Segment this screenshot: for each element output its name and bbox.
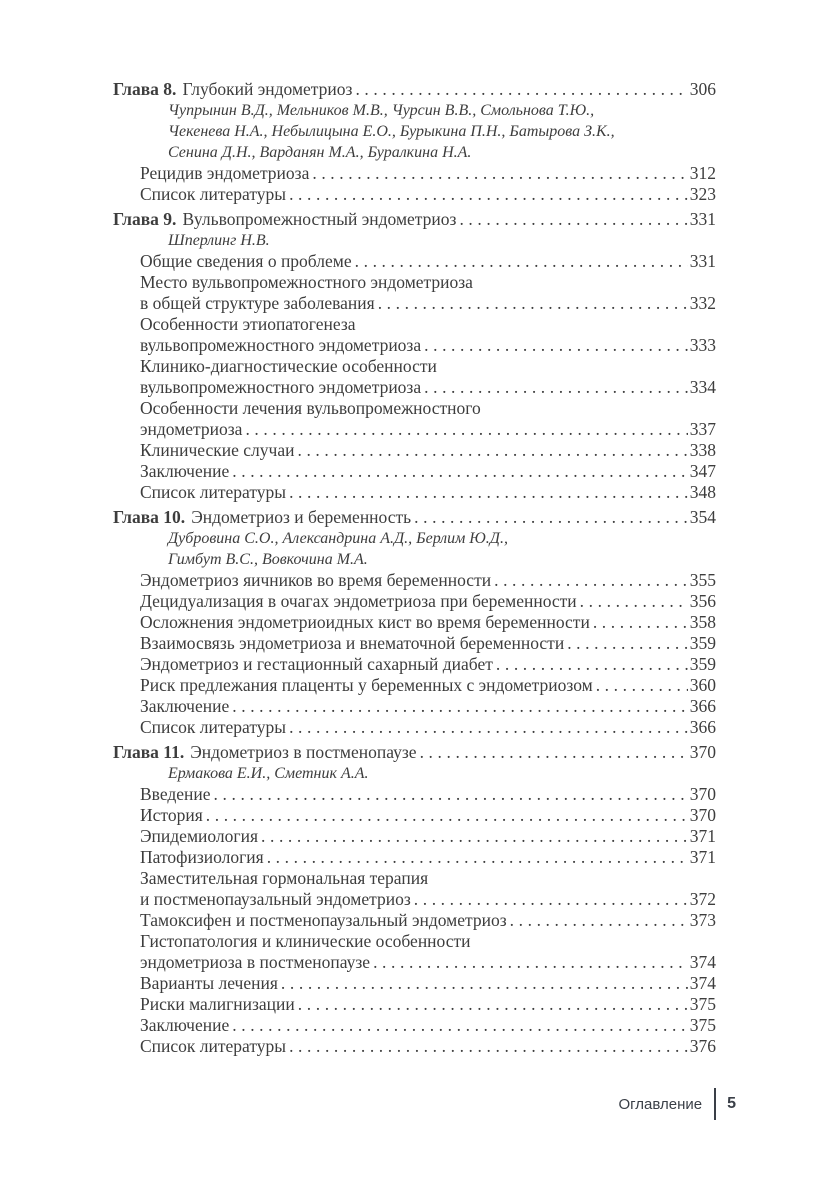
toc-entry <box>113 356 716 377</box>
entry-page-number: 331 <box>689 251 716 271</box>
entry-label: Шперлинг Н.В. <box>168 232 270 249</box>
dot-leader <box>355 79 687 100</box>
entry-label: Чекенева Н.А., Небылицына Е.О., Бурыкина П.Н., Батырова З.К., <box>168 123 615 140</box>
entry-page-number: 371 <box>689 826 716 846</box>
entry-label: Ермакова Е.И., Сметник А.А. <box>168 765 369 782</box>
toc-entry <box>113 163 716 184</box>
toc-entry <box>113 100 716 121</box>
entry-page-number: 355 <box>689 570 716 590</box>
entry-label: Риск предлежания плаценты у беременных с эндометриозом <box>140 675 593 695</box>
toc-entry <box>113 952 716 973</box>
table-of-contents <box>113 79 716 1057</box>
entry-label: Особенности этиопатогенеза <box>140 314 356 334</box>
toc-entry <box>113 805 716 826</box>
entry-label: Эндометриоз и беременность <box>191 507 412 527</box>
entry-label: Тамоксифен и постменопаузальный эндометриоз <box>140 910 507 930</box>
entry-label: Клинические случаи <box>140 440 295 460</box>
entry-page-number: 337 <box>689 419 716 439</box>
entry-page-number: 366 <box>689 717 716 737</box>
toc-entry <box>113 868 716 889</box>
dot-leader <box>289 482 688 503</box>
toc-entry <box>113 570 716 591</box>
entry-page-number: 376 <box>689 1036 716 1056</box>
toc-entry <box>113 696 716 717</box>
dot-leader <box>355 251 688 272</box>
toc-entry <box>113 826 716 847</box>
dot-leader <box>298 994 688 1015</box>
dot-leader <box>496 654 688 675</box>
footer-divider <box>714 1088 716 1120</box>
toc-entry <box>113 79 716 100</box>
toc-entry <box>113 1036 716 1057</box>
entry-label: Заключение <box>140 696 230 716</box>
entry-label: эндометриоза в постменопаузе <box>140 952 371 972</box>
chapter-prefix: Глава 9. <box>113 209 177 229</box>
dot-leader <box>510 910 688 931</box>
entry-page-number: 372 <box>689 889 716 909</box>
dot-leader <box>424 377 688 398</box>
toc-entry <box>113 717 716 738</box>
toc-entry <box>113 440 716 461</box>
entry-label: Патофизиология <box>140 847 264 867</box>
entry-label: Дубровина С.О., Александрина А.Д., Берлим Ю.Д., <box>168 530 508 547</box>
dot-leader <box>214 784 688 805</box>
dot-leader <box>596 675 688 696</box>
dot-leader <box>567 633 688 654</box>
dot-leader <box>459 209 687 230</box>
dot-leader <box>420 742 688 763</box>
entry-label: Глубокий эндометриоз <box>182 79 353 99</box>
dot-leader <box>261 826 688 847</box>
toc-entry <box>113 121 716 142</box>
entry-page-number: 323 <box>689 184 716 204</box>
toc-entry <box>113 230 716 251</box>
dot-leader <box>312 163 687 184</box>
dot-leader <box>297 440 687 461</box>
dot-leader <box>593 612 688 633</box>
entry-label: Список литературы <box>140 717 287 737</box>
entry-page-number: 370 <box>689 784 716 804</box>
entry-page-number: 331 <box>689 209 716 229</box>
toc-entry <box>113 742 716 763</box>
entry-label: Гистопатология и клинические особенности <box>140 931 471 951</box>
dot-leader <box>414 507 688 528</box>
toc-entry <box>113 675 716 696</box>
toc-entry <box>113 847 716 868</box>
entry-page-number: 359 <box>689 654 716 674</box>
entry-page-number: 306 <box>689 79 716 99</box>
toc-entry <box>113 335 716 356</box>
entry-page-number: 332 <box>689 293 716 313</box>
entry-label: Особенности лечения вульвопромежностного <box>140 398 481 418</box>
toc-entry <box>113 314 716 335</box>
entry-label: Клинико-диагностические особенности <box>140 356 437 376</box>
entry-label: Список литературы <box>140 482 287 502</box>
toc-entry <box>113 973 716 994</box>
toc-entry <box>113 528 716 549</box>
toc-entry <box>113 272 716 293</box>
dot-leader <box>267 847 688 868</box>
entry-page-number: 375 <box>689 994 716 1014</box>
dot-leader <box>494 570 688 591</box>
dot-leader <box>373 952 688 973</box>
entry-label: Заключение <box>140 1015 230 1035</box>
entry-label: эндометриоза <box>140 419 243 439</box>
dot-leader <box>414 889 688 910</box>
toc-entry <box>113 377 716 398</box>
toc-entry <box>113 931 716 952</box>
entry-label: Место вульвопромежностного эндометриоза <box>140 272 473 292</box>
entry-page-number: 347 <box>689 461 716 481</box>
footer-page-number: 5 <box>727 1095 736 1112</box>
entry-label: Эндометриоз в постменопаузе <box>190 742 417 762</box>
chapter-prefix: Глава 8. <box>113 79 177 99</box>
toc-entry <box>113 591 716 612</box>
chapter-prefix: Глава 10. <box>113 507 186 527</box>
toc-entry <box>113 142 716 163</box>
dot-leader <box>232 461 688 482</box>
toc-entry <box>113 419 716 440</box>
entry-label: и постменопаузальный эндометриоз <box>140 889 411 909</box>
entry-label: Вульвопромежностный эндометриоз <box>182 209 457 229</box>
dot-leader <box>245 419 687 440</box>
entry-label: Эпидемиология <box>140 826 258 846</box>
entry-page-number: 312 <box>689 163 716 183</box>
entry-page-number: 373 <box>689 910 716 930</box>
entry-page-number: 354 <box>689 507 716 527</box>
dot-leader <box>206 805 688 826</box>
entry-label: Взаимосвязь эндометриоза и внематочной беременности <box>140 633 565 653</box>
entry-page-number: 348 <box>689 482 716 502</box>
dot-leader <box>232 1015 688 1036</box>
entry-label: Чупрынин В.Д., Мельников М.В., Чурсин В.В., Смольнова Т.Ю., <box>168 102 595 119</box>
chapter-prefix: Глава 11. <box>113 742 185 762</box>
toc-entry <box>113 784 716 805</box>
toc-entry <box>113 251 716 272</box>
entry-page-number: 366 <box>689 696 716 716</box>
toc-entry <box>113 482 716 503</box>
entry-page-number: 334 <box>689 377 716 397</box>
entry-label: Риски малигнизации <box>140 994 295 1014</box>
toc-entry <box>113 910 716 931</box>
toc-entry <box>113 184 716 205</box>
entry-label: вульвопромежностного эндометриоза <box>140 335 422 355</box>
entry-label: Осложнения эндометриоидных кист во время беременности <box>140 612 590 632</box>
dot-leader <box>281 973 688 994</box>
toc-entry <box>113 763 716 784</box>
entry-label: Эндометриоз яичников во время беременности <box>140 570 492 590</box>
toc-entry <box>113 549 716 570</box>
entry-page-number: 360 <box>689 675 716 695</box>
entry-page-number: 333 <box>689 335 716 355</box>
entry-page-number: 338 <box>689 440 716 460</box>
toc-entry <box>113 398 716 419</box>
entry-page-number: 374 <box>689 952 716 972</box>
toc-entry <box>113 654 716 675</box>
entry-label: Гимбут В.С., Вовкочина М.А. <box>168 551 368 568</box>
toc-entry <box>113 461 716 482</box>
entry-label: Заместительная гормональная терапия <box>140 868 429 888</box>
entry-label: Сенина Д.Н., Варданян М.А., Буралкина Н.А. <box>168 144 472 161</box>
entry-label: вульвопромежностного эндометриоза <box>140 377 422 397</box>
entry-page-number: 370 <box>689 742 716 762</box>
entry-page-number: 374 <box>689 973 716 993</box>
dot-leader <box>232 696 688 717</box>
entry-label: Общие сведения о проблеме <box>140 251 352 271</box>
dot-leader <box>378 293 688 314</box>
entry-label: Децидуализация в очагах эндометриоза при беременности <box>140 591 577 611</box>
toc-entry <box>113 1015 716 1036</box>
toc-entry <box>113 633 716 654</box>
entry-label: История <box>140 805 203 825</box>
entry-label: в общей структуре заболевания <box>140 293 375 313</box>
entry-label: Варианты лечения <box>140 973 278 993</box>
entry-label: Введение <box>140 784 211 804</box>
entry-label: Заключение <box>140 461 230 481</box>
dot-leader <box>424 335 688 356</box>
entry-label: Список литературы <box>140 1036 287 1056</box>
dot-leader <box>289 717 688 738</box>
entry-page-number: 358 <box>689 612 716 632</box>
footer-section-label: Оглавление <box>618 1095 703 1113</box>
entry-page-number: 375 <box>689 1015 716 1035</box>
entry-page-number: 356 <box>689 591 716 611</box>
toc-entry <box>113 209 716 230</box>
dot-leader <box>289 1036 688 1057</box>
entry-label: Эндометриоз и гестационный сахарный диабет <box>140 654 493 674</box>
entry-page-number: 371 <box>689 847 716 867</box>
toc-entry <box>113 612 716 633</box>
toc-entry <box>113 293 716 314</box>
toc-entry <box>113 507 716 528</box>
page-footer <box>618 1088 736 1120</box>
dot-leader <box>289 184 688 205</box>
toc-entry <box>113 889 716 910</box>
toc-entry <box>113 994 716 1015</box>
dot-leader <box>580 591 688 612</box>
entry-label: Рецидив эндометриоза <box>140 163 310 183</box>
entry-label: Список литературы <box>140 184 287 204</box>
entry-page-number: 359 <box>689 633 716 653</box>
entry-page-number: 370 <box>689 805 716 825</box>
